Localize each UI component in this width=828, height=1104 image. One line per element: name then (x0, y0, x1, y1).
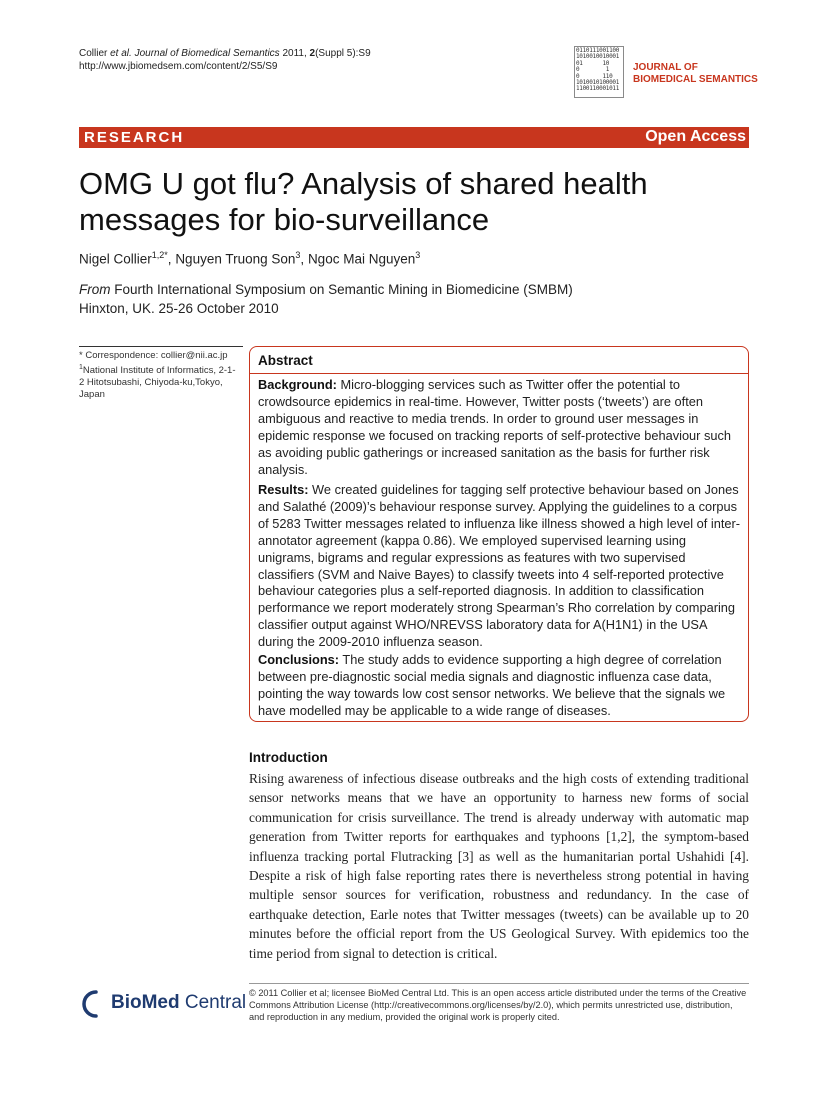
conclusions-label: Conclusions: (258, 652, 340, 667)
license-text: © 2011 Collier et al; licensee BioMed Central Ltd. This is an open access article distributed under the terms of the Creative Commons Attribution License (http://creativecommons.org/licenses/by/2.0), which permits unrestricted use, distribution, and reproduction in any medium, provided the original work is properly cited. (249, 988, 747, 1022)
results-label: Results: (258, 482, 309, 497)
publisher-name-bold: BioMed (111, 992, 180, 1013)
citation-url[interactable]: http://www.jbiomedsem.com/content/2/S5/S9 (79, 61, 278, 72)
conference-source (79, 280, 573, 318)
correspondence (79, 350, 239, 401)
author-affiliation: 1,2* (151, 250, 168, 260)
introduction-heading: Introduction (249, 750, 328, 765)
journal-name-line2: BIOMEDICAL SEMANTICS (633, 74, 758, 85)
citation-volume: 2 (309, 48, 316, 59)
open-access-label: Open Access (645, 128, 746, 145)
affiliation (79, 362, 239, 401)
citation-supplement: (Suppl 5):S9 (315, 48, 371, 59)
author-list (79, 250, 420, 267)
author-name[interactable]: Ngoc Mai Nguyen (307, 251, 416, 267)
conference-name: Fourth International Symposium on Semantic Mining in Biomedicine (SMBM) (110, 282, 573, 297)
conference-location: Hinxton, UK. 25-26 October 2010 (79, 301, 279, 316)
from-label: From (79, 282, 111, 297)
journal-logo-digits: 0110111001100 1010010010001 01 10 0 1 0 110 1010010100001 1100110001011 (574, 46, 624, 98)
author-name[interactable]: Nigel Collier (79, 251, 152, 267)
abstract-conclusions (258, 652, 742, 720)
article-title: OMG U got flu? Analysis of shared health messages for bio-surveillance (79, 166, 648, 237)
author-name[interactable]: Nguyen Truong Son (175, 251, 296, 267)
journal-logo (574, 46, 624, 98)
background-label: Background: (258, 377, 337, 392)
introduction-body: Rising awareness of infectious disease outbreaks and the high costs of extending traditional sensor networks means that we have an opportunity to harness new forms of social communication for crisis surveillance. The trend is already underway with automatic map generation from Twitter reports for earthquakes and typhoons [1,2], the symptom-based influenza tracking portal Flutracking [3] as well as the humanitarian portal Ushahidi [4]. Despite a risk of high false reporting rates there is nevertheless strong potential in having multiple sensor sources for verification, robustness and redundancy. In the case of earthquake detection, Earle notes that Twitter messages (tweets) can be available up to 20 minutes before the official report from the US Geological Survey. With epidemics too the time period from signal to detection is critical. (249, 771, 749, 961)
correspondence-email[interactable]: * Correspondence: collier@nii.ac.jp (79, 350, 228, 361)
abstract-results (258, 482, 742, 651)
biomed-central-logo (79, 989, 109, 1024)
citation-line (79, 47, 371, 60)
publisher-name (111, 992, 246, 1014)
citation-header (79, 47, 371, 73)
citation-year: 2011, (279, 48, 310, 59)
affiliation-number: 1 (79, 364, 83, 371)
results-text: We created guidelines for tagging self protective behaviour based on Jones and Salathé (2009)’s behaviour response survey. Applying the guidelines to a corpus of 5283 Twitter messages related to influenza like illness showed a high level of inter-annotator agreement (kappa 0.86). We employed supervised learning using unigrams, bigrams and regular expressions as features with two supervised classifiers (SVM and Naive Bayes) to classify tweets into 4 self-reported protective behaviour categories plus a self-reported diagnosis. In addition to classification performance we report moderately strong Spearman’s Rho correlation by comparing classifier output against WHO/NREVSS laboratory data for A(H1N1) in the USA during the 2009-2010 influenza season. (258, 482, 741, 650)
section-label: RESEARCH (84, 129, 185, 146)
background-text: Micro-blogging services such as Twitter offer the potential to crowdsource epidemics in real-time. However, Twitter posts (‘tweets’) are often ambiguous and reactive to media trends. In order to ground user messages in epidemic response we focused on tracking reports of self-protective behaviour such as avoiding public gatherings or increased sanitation as the basis for further risk analysis. (258, 377, 732, 477)
affiliation-text: National Institute of Informatics, 2-1-2 Hitotsubashi, Chiyoda-ku,Tokyo, Japan (79, 365, 236, 401)
correspondence-divider (79, 346, 243, 347)
citation-journal: Journal of Biomedical Semantics (131, 48, 280, 59)
author-affiliation: 3 (295, 250, 301, 260)
conclusions-text: The study adds to evidence supporting a high degree of correlation between pre-diagnostic social media signals and diagnostic influenza case data, pointing the way towards low cost sensor networks. We believe that the signals we have modelled may be applicable to a wide range of diseases. (258, 652, 726, 718)
journal-name (633, 62, 758, 86)
license-divider (249, 983, 749, 984)
abstract-heading: Abstract (258, 353, 313, 368)
abstract-background (258, 377, 742, 478)
abstract-divider (249, 373, 749, 374)
author-separator: , (300, 251, 308, 267)
author-separator: , (167, 251, 176, 267)
citation-etal: et al. (110, 48, 132, 59)
publisher-name-rest: Central (179, 992, 247, 1013)
author-affiliation: 3 (415, 250, 421, 260)
biomed-central-arc-icon (79, 989, 109, 1019)
journal-name-line1: JOURNAL OF (633, 62, 698, 73)
citation-authors: Collier (79, 48, 111, 59)
